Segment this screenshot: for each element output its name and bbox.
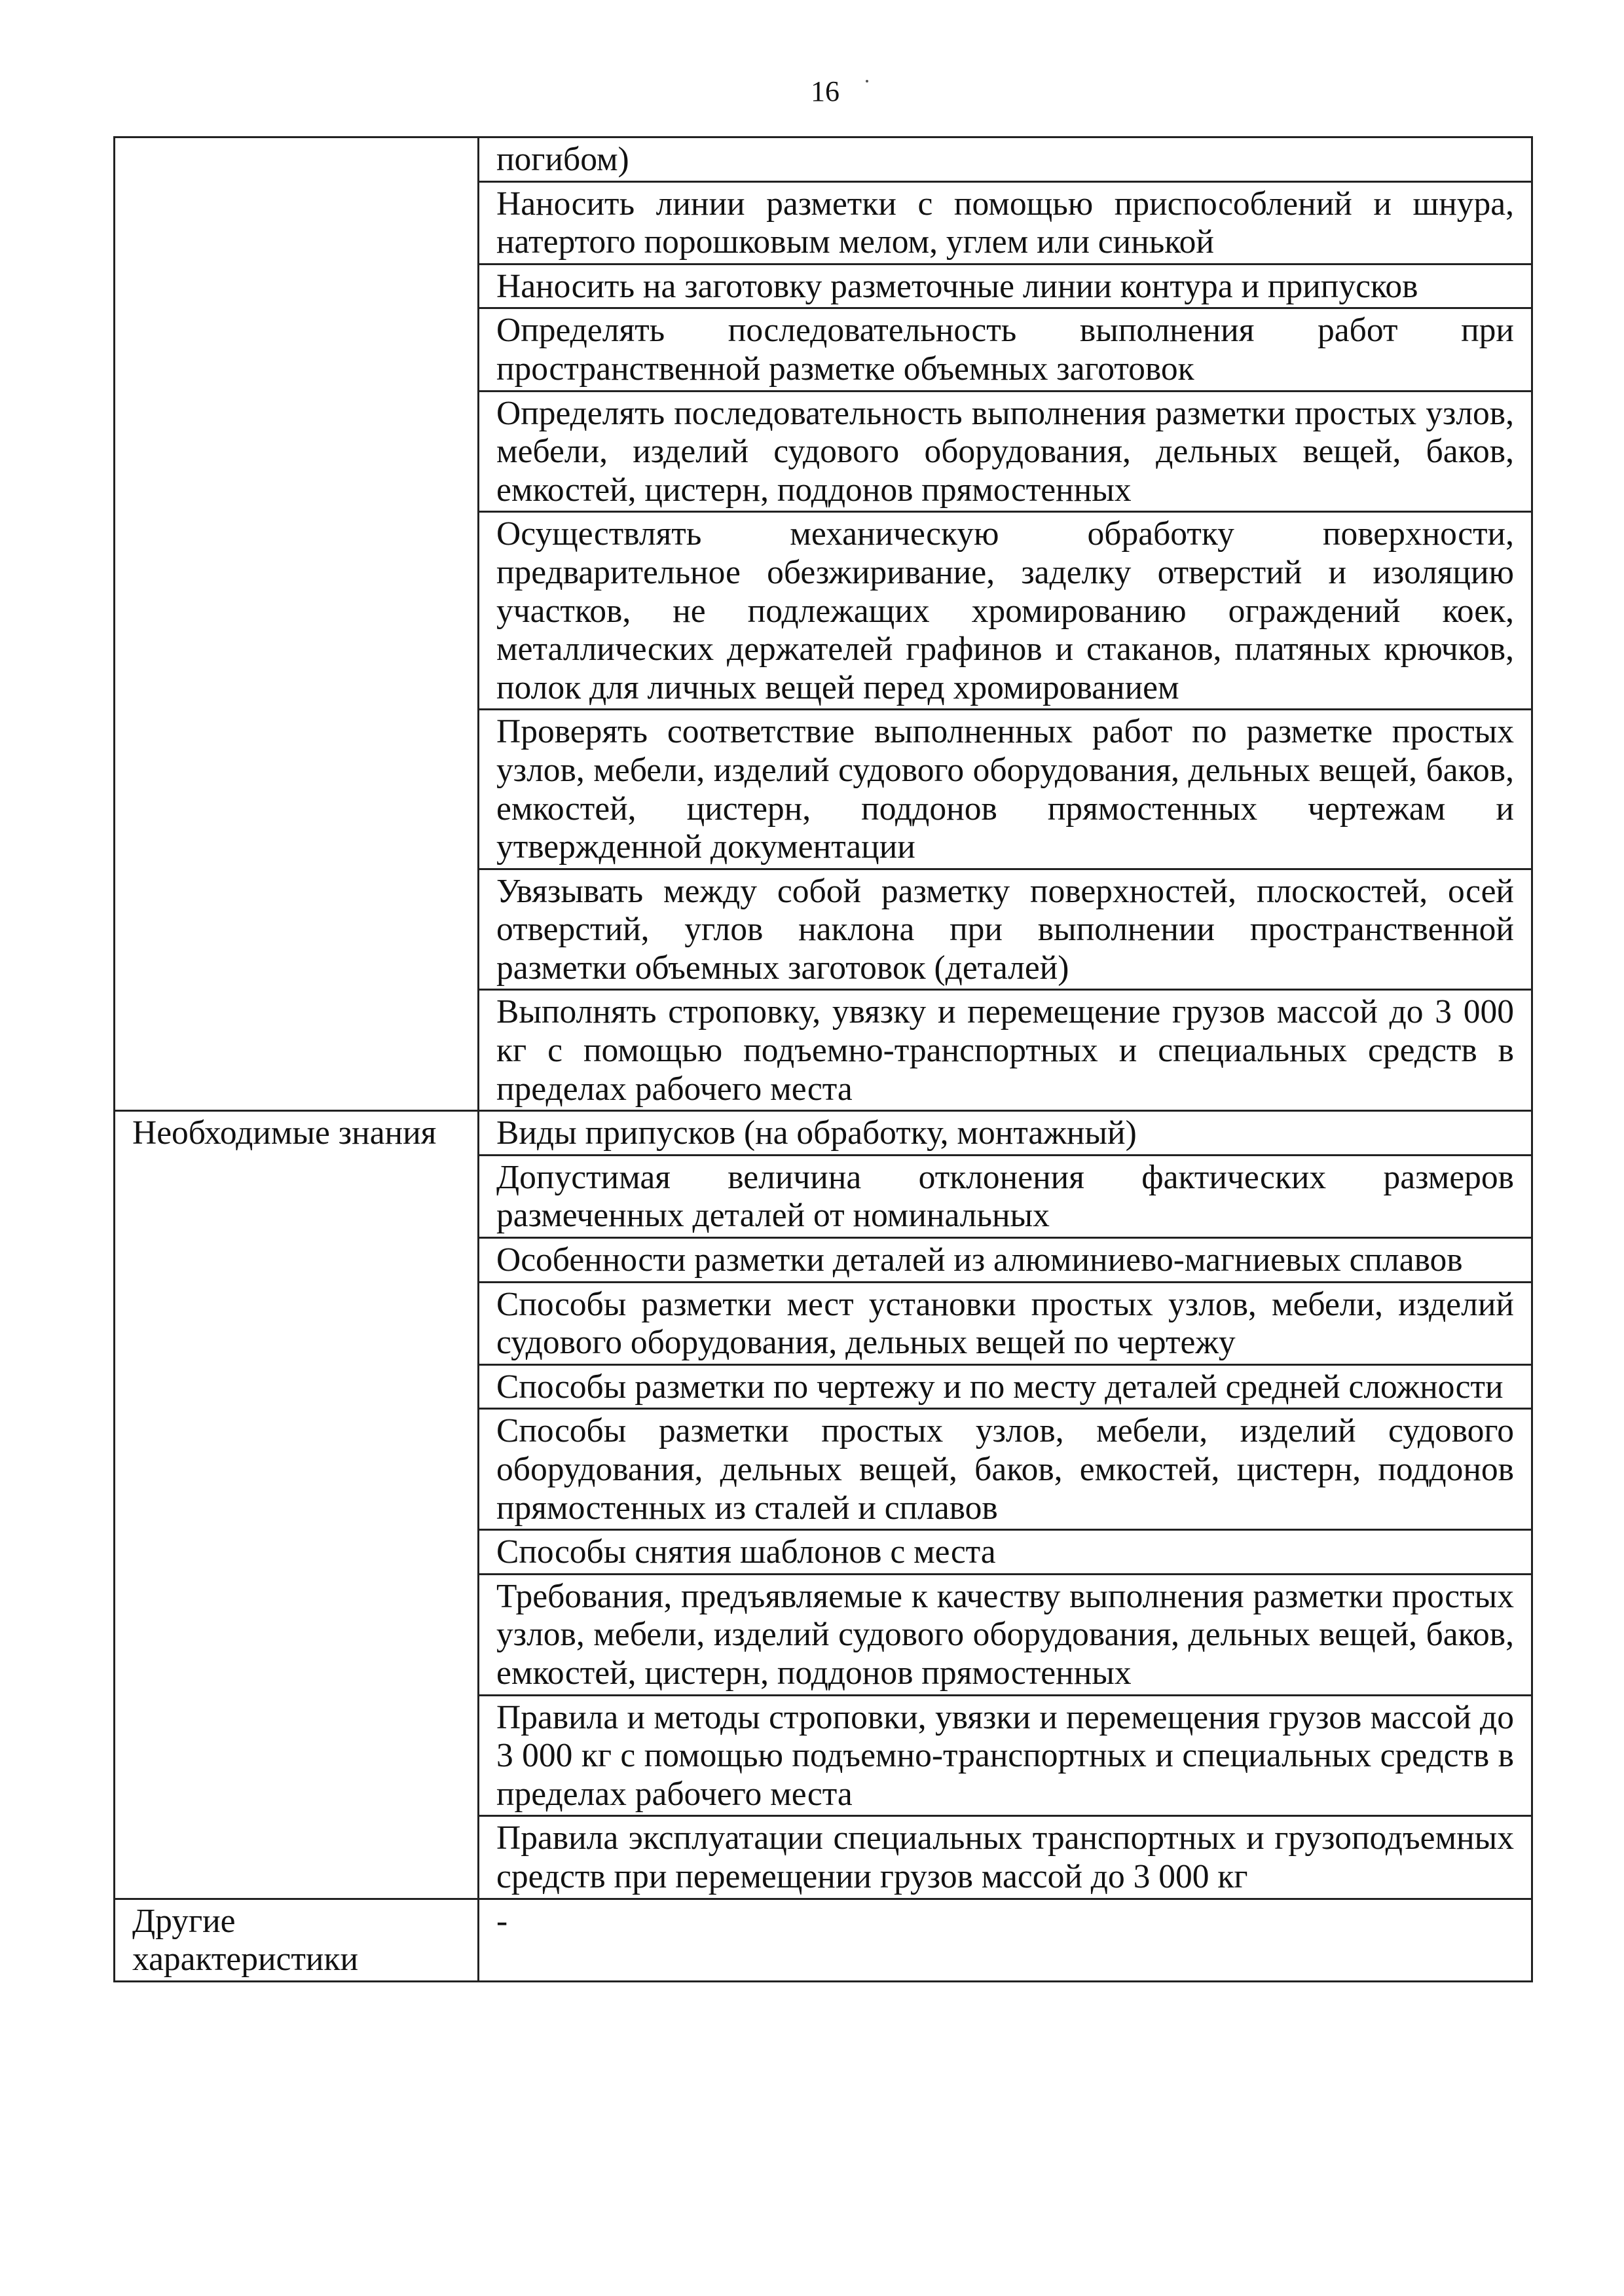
knowledge-item: Способы снятия шаблонов с места	[479, 1530, 1532, 1575]
knowledge-item: Способы разметки по чертежу и по месту деталей средней сложности	[479, 1364, 1532, 1409]
skill-item: Наносить линии разметки с помощью приспособлений и шнура, натертого порошковым мелом, углем или синькой	[479, 181, 1532, 264]
skill-item: Наносить на заготовку разметочные линии контура и припусков	[479, 264, 1532, 308]
knowledge-item: Способы разметки простых узлов, мебели, изделий судового оборудования, дельных вещей, баков, емкостей, цистерн, поддонов прямостенных из сталей и сплавов	[479, 1409, 1532, 1530]
knowledge-label: Необходимые знания	[115, 1111, 479, 1899]
knowledge-item: Правила эксплуатации специальных транспортных и грузоподъемных средств при перемещении грузов массой до 3 000 кг	[479, 1816, 1532, 1899]
skill-item: Проверять соответствие выполненных работ по разметке простых узлов, мебели, изделий судового оборудования, дельных вещей, баков, емкостей, цистерн, поддонов прямостенных чертежам и утвержденной документации	[479, 710, 1532, 869]
knowledge-item: Правила и методы строповки, увязки и перемещения грузов массой до 3 000 кг с помощью подъемно-транспортных и специальных средств в пределах рабочего места	[479, 1695, 1532, 1816]
knowledge-item: Требования, предъявляемые к качеству выполнения разметки простых узлов, мебели, изделий судового оборудования, дельных вещей, баков, емкостей, цистерн, поддонов прямостенных	[479, 1574, 1532, 1695]
scan-artifact-dot	[866, 80, 868, 82]
table-row	[115, 137, 1532, 182]
knowledge-item: Допустимая величина отклонения фактических размеров размеченных деталей от номинальных	[479, 1155, 1532, 1237]
knowledge-item: Особенности разметки деталей из алюминиево-магниевых сплавов	[479, 1238, 1532, 1283]
competency-table	[113, 136, 1533, 1982]
skills-label-cell	[115, 137, 479, 1111]
skill-item: Определять последовательность выполнения работ при пространственной разметке объемных заготовок	[479, 308, 1532, 391]
skill-item: Осуществлять механическую обработку поверхности, предварительное обезжиривание, заделку отверстий и изоляцию участков, не подлежащих хромированию ограждений коек, металлических держателей графинов и стаканов, платяных крючков, полок для личных вещей перед хромированием	[479, 512, 1532, 710]
other-characteristics-value: -	[479, 1899, 1532, 1981]
skill-item: Определять последовательность выполнения разметки простых узлов, мебели, изделий судового оборудования, дельных вещей, баков, емкостей, цистерн, поддонов прямостенных	[479, 391, 1532, 512]
other-characteristics-label: Другие характеристики	[115, 1899, 479, 1981]
knowledge-item: Виды припусков (на обработку, монтажный)	[479, 1111, 1532, 1156]
skill-item: погибом)	[479, 137, 1532, 182]
skill-item: Выполнять строповку, увязку и перемещение грузов массой до 3 000 кг с помощью подъемно-транспортных и специальных средств в пределах рабочего места	[479, 990, 1532, 1111]
table-row	[115, 1111, 1532, 1156]
knowledge-item: Способы разметки мест установки простых узлов, мебели, изделий судового оборудования, дельных вещей по чертежу	[479, 1282, 1532, 1364]
table-row	[115, 1899, 1532, 1981]
skill-item: Увязывать между собой разметку поверхностей, плоскостей, осей отверстий, углов наклона при выполнении пространственной разметки объемных заготовок (деталей)	[479, 869, 1532, 990]
page-number: 16	[811, 75, 840, 107]
